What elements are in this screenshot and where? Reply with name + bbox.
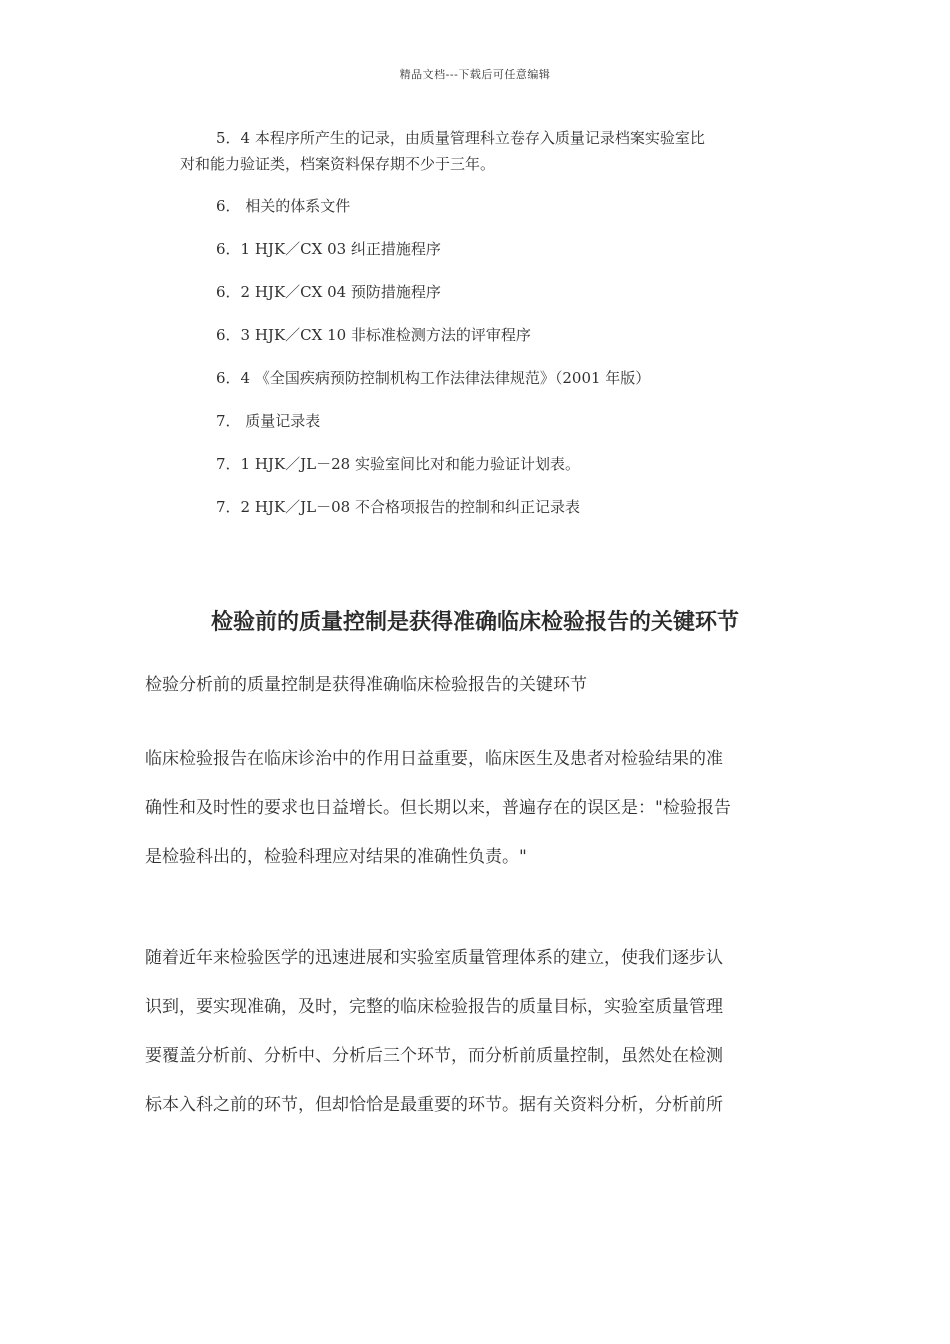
paragraph-line: 要覆盖分析前、分析中、分析后三个环节，而分析前质量控制，虽然处在检测 bbox=[145, 1046, 723, 1066]
paragraph-line: 临床检验报告在临床诊治中的作用日益重要，临床医生及患者对检验结果的准 bbox=[145, 749, 723, 769]
list-item: 6．4 《全国疾病预防控制机构工作法律法律规范》（2001 年版） bbox=[216, 369, 651, 387]
page-header-note: 精品文档---下载后可任意编辑 bbox=[399, 68, 551, 81]
paragraph-5-4-line-1: 5．4 本程序所产生的记录，由质量管理科立卷存入质量记录档案实验室比 bbox=[216, 129, 705, 147]
paragraph-line: 识到，要实现准确，及时，完整的临床检验报告的质量目标，实验室质量管理 bbox=[145, 997, 723, 1017]
article-subtitle bbox=[145, 661, 810, 710]
article-title: 检验前的质量控制是获得准确临床检验报告的关键环节 bbox=[210, 610, 739, 635]
list-item: 7．1 HJK／JL－28 实验室间比对和能力验证计划表。 bbox=[216, 455, 580, 473]
article-paragraph-2 bbox=[145, 934, 810, 1130]
paragraph-line: 确性和及时性的要求也日益增长。但长期以来，普遍存在的误区是："检验报告 bbox=[145, 798, 731, 818]
paragraph-5-4-line-2: 对和能力验证类，档案资料保存期不少于三年。 bbox=[180, 155, 496, 173]
paragraph-line: 随着近年来检验医学的迅速进展和实验室质量管理体系的建立，使我们逐步认 bbox=[145, 948, 723, 968]
article-paragraph-1 bbox=[145, 735, 810, 882]
list-item: 6． 相关的体系文件 bbox=[216, 197, 351, 215]
list-item: 7．2 HJK／JL－08 不合格项报告的控制和纠正记录表 bbox=[216, 498, 580, 516]
paragraph-line: 标本入科之前的环节，但却恰恰是最重要的环节。据有关资料分析，分析前所 bbox=[145, 1095, 723, 1115]
list-item: 6．3 HJK／CX 10 非标准检测方法的评审程序 bbox=[216, 326, 531, 344]
paragraph-line: 是检验科出的，检验科理应对结果的准确性负责。" bbox=[145, 847, 527, 867]
list-item: 6．1 HJK／CX 03 纠正措施程序 bbox=[216, 240, 441, 258]
list-item: 6．2 HJK／CX 04 预防措施程序 bbox=[216, 283, 441, 301]
list-item: 7． 质量记录表 bbox=[216, 412, 321, 430]
article-subtitle-text: 检验分析前的质量控制是获得准确临床检验报告的关键环节 bbox=[145, 675, 587, 695]
